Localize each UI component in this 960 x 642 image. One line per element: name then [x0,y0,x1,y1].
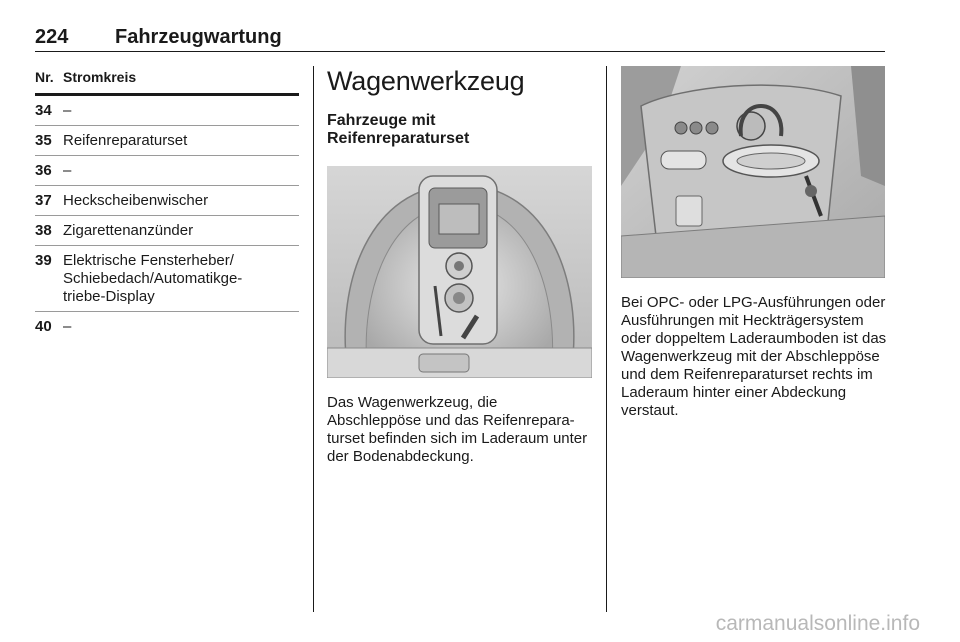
page-header [35,24,885,52]
row-number: 36 [35,162,52,179]
table-header [35,66,299,96]
table-row [35,312,299,341]
column-divider [313,66,314,612]
row-circuit: Zigarettenanzünder [63,222,194,239]
col-header-stromkreis: Stromkreis [63,69,137,85]
alternative-location-text: Bei OPC- oder LPG-Ausführungen oder Ausführungen mit Heckträgersystem oder doppeltem Laderaumboden ist das Wagenwerkzeug mit der Abschleppöse und dem Reifenreparaturset rechts im Laderaum hinter einer Abdeckung verstaut. [621,294,887,419]
tool-kit-location-text: Das Wagenwerkzeug, die Abschleppöse und das Reifenreparaturset befinden sich im Laderaum unter der Bodenabdeckung. [327,394,588,465]
page-title: Fahrzeugwartung [115,26,282,48]
table-row [35,96,299,126]
row-number: 38 [35,222,52,239]
section-column [327,66,591,148]
watermark: carmanualsonline.info [715,612,920,635]
table-row [35,156,299,186]
row-number: 39 [35,252,52,269]
fuse-table [35,66,299,341]
table-row [35,126,299,156]
table-row [35,216,299,246]
table-row [35,186,299,216]
section-title: Wagenwerkzeug [327,66,525,96]
row-number: 35 [35,132,52,149]
row-circuit: Reifenreparaturset [63,132,188,149]
page-number: 224 [35,26,69,48]
tool-kit-floor-illustration [327,166,592,378]
table-row [35,246,299,312]
row-circuit: Elektrische Fensterheber/ Schiebedach/Automatikgetriebe-Display [63,252,243,305]
row-number: 34 [35,102,52,119]
row-circuit: Heckscheibenwischer [63,192,209,209]
trunk-side-compartment-illustration [621,66,885,278]
col-header-nr: Nr. [35,69,54,85]
row-number: 37 [35,192,52,209]
column-divider [606,66,607,612]
row-circuit: – [63,102,72,119]
row-number: 40 [35,318,52,335]
row-circuit: – [63,318,72,335]
row-circuit: – [63,162,72,179]
section-subtitle: Fahrzeuge mit Reifenreparaturset [327,112,470,147]
